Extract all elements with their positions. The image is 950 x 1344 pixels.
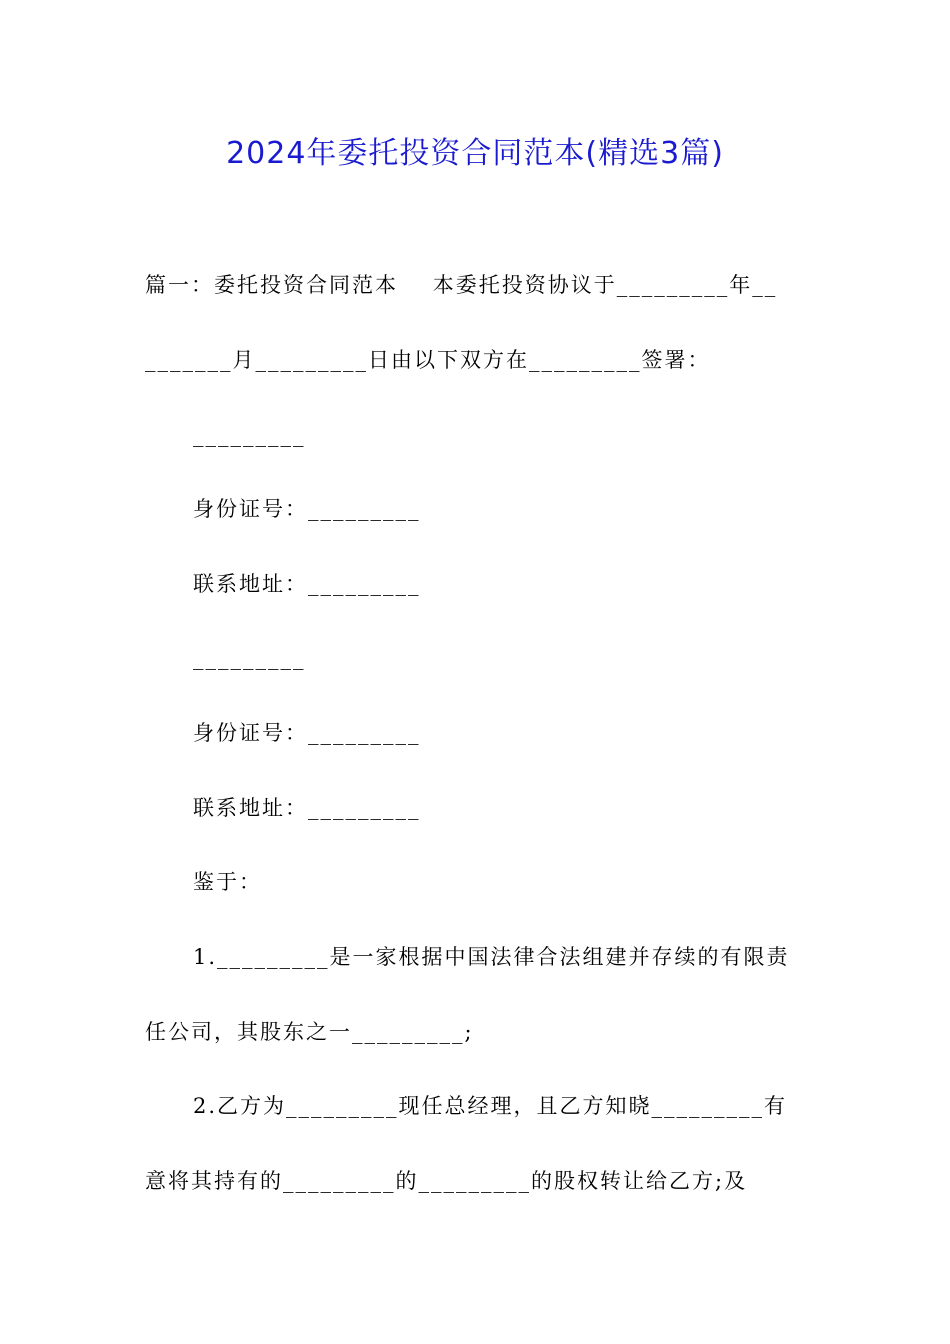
document-title: 2024年委托投资合同范本(精选3篇)	[226, 136, 724, 171]
paragraph-line-2: _______月_________日由以下双方在_________签署：	[145, 348, 711, 372]
party-a-name-blank: _________	[193, 423, 306, 447]
whereas-heading: 鉴于：	[193, 870, 262, 894]
clause-2-line-2: 意将其持有的_________的_________的股权转让给乙方;及	[145, 1169, 748, 1193]
party-b-address-line: 联系地址：_________	[193, 796, 421, 820]
party-b-name-blank: _________	[193, 646, 306, 670]
clause-2-line-1: 2.乙方为_________现任总经理，且乙方知晓_________有	[193, 1094, 788, 1118]
party-a-id-line: 身份证号：_________	[193, 497, 421, 521]
party-a-address-line: 联系地址：_________	[193, 572, 421, 596]
clause-1-line-2: 任公司，其股东之一_________;	[145, 1020, 474, 1044]
party-b-id-line: 身份证号：_________	[193, 721, 421, 745]
paragraph-line-1: 篇一：委托投资合同范本 本委托投资协议于_________年__	[145, 273, 778, 297]
clause-1-line-1: 1._________是一家根据中国法律合法组建并存续的有限责	[193, 945, 790, 969]
